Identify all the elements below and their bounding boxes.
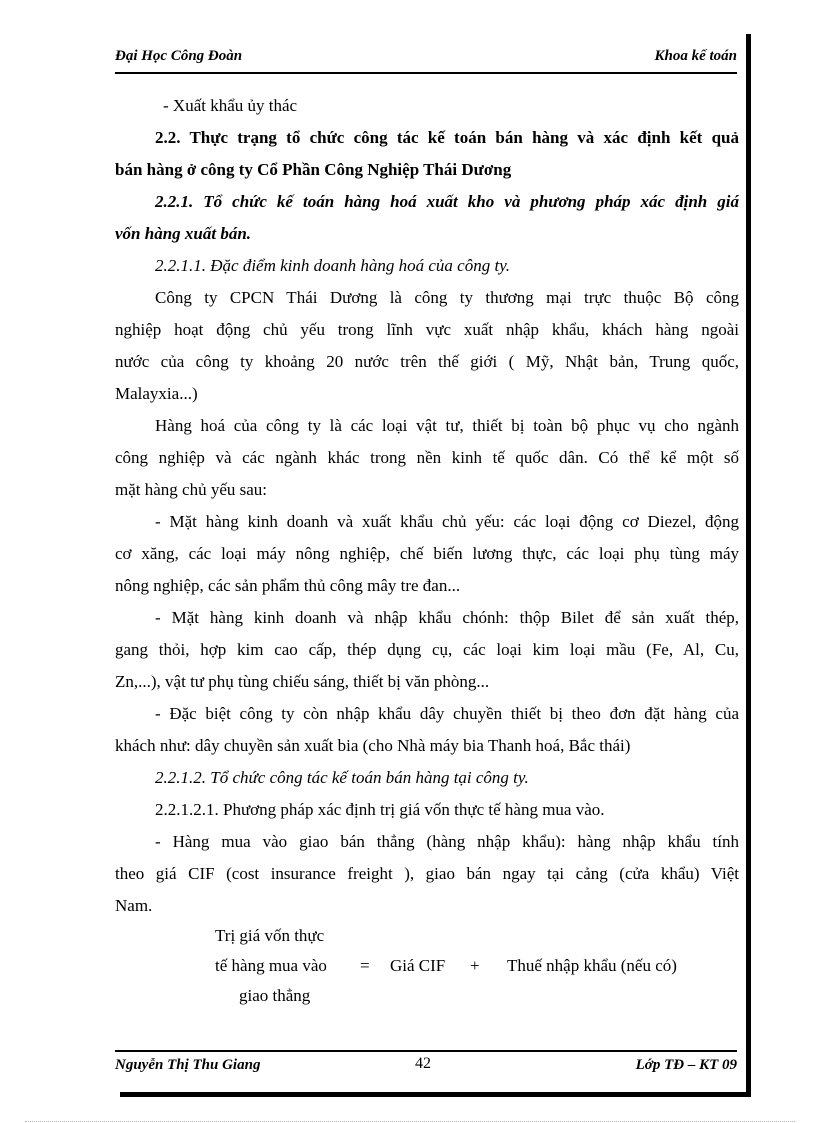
paragraph-line: Nam.: [115, 896, 153, 915]
formula-equals: =: [360, 956, 370, 975]
paragraph-line: Zn,...), vật tư phụ tùng chiếu sáng, thiết bị văn phòng...: [115, 672, 490, 691]
paragraph-line: nông nghiệp, các sản phẩm thủ công mây tre đan...: [115, 576, 461, 595]
footer-author: Nguyễn Thị Thu Giang: [115, 1057, 261, 1073]
section-heading: 2.2. Thực trạng tổ chức công tác kế toán bán hàng và xác định kết quả: [155, 128, 739, 147]
page-header: [115, 48, 737, 70]
paragraph-line: - Mặt hàng kinh doanh và xuất khẩu chủ yếu: các loại động cơ Diezel, động: [155, 512, 739, 531]
footer-rule: [115, 1050, 737, 1052]
paragraph-line: - Đặc biệt công ty còn nhập khẩu dây chuyền thiết bị theo đơn đặt hàng của: [155, 704, 739, 723]
paragraph-line: 2.2.1.2.1. Phương pháp xác định trị giá vốn thực tế hàng mua vào.: [155, 800, 605, 819]
header-university: Đại Học Công Đoàn: [115, 48, 243, 64]
paragraph-line: công nghiệp và các ngành khác trong nền kinh tế quốc dân. Có thể kể một số: [115, 448, 739, 467]
paragraph-line: Công ty CPCN Thái Dương là công ty thương mại trực thuộc Bộ công: [155, 288, 739, 307]
formula-lhs-line3: giao thẳng: [239, 986, 311, 1005]
footer-class: Lớp TĐ – KT 09: [635, 1057, 737, 1073]
header-rule: [115, 72, 737, 74]
formula-plus: +: [470, 956, 480, 975]
subsection-heading: 2.2.1. Tổ chức kế toán hàng hoá xuất kho và phương pháp xác định giá: [155, 192, 739, 211]
cost-formula: [115, 922, 739, 1018]
header-faculty: Khoa kế toán: [654, 48, 737, 64]
paragraph-line: Malayxia...): [115, 384, 198, 403]
formula-term-import-tax: Thuế nhập khẩu (nếu có): [507, 956, 677, 975]
subsubsection-heading: 2.2.1.1. Đặc điểm kinh doanh hàng hoá của công ty.: [155, 256, 511, 275]
paragraph-line: khách như: dây chuyền sản xuất bia (cho Nhà máy bia Thanh hoá, Bắc thái): [115, 736, 631, 755]
formula-lhs-line2: tế hàng mua vào: [215, 956, 327, 975]
bullet-line: - Xuất khẩu ủy thác: [163, 96, 298, 115]
section-heading-cont: bán hàng ở công ty Cổ Phần Công Nghiệp Thái Dương: [115, 160, 512, 179]
formula-term-cif: Giá CIF: [390, 956, 446, 975]
body-text: [115, 90, 739, 1018]
paragraph-line: nước của công ty khoảng 20 nước trên thế giới ( Mỹ, Nhật bản, Trung quốc,: [115, 352, 739, 371]
page-number: 42: [415, 1055, 431, 1072]
page-border-right: [746, 34, 751, 1097]
paragraph-line: mặt hàng chủ yếu sau:: [115, 480, 268, 499]
subsubsection-heading: 2.2.1.2. Tổ chức công tác kế toán bán hàng tại công ty.: [155, 768, 529, 787]
paragraph-line: - Mặt hàng kinh doanh và nhập khẩu chónh: thộp Bilet để sản xuất thép,: [155, 608, 739, 627]
paragraph-line: nghiệp hoạt động chủ yếu trong lĩnh vực xuất nhập khẩu, khách hàng ngoài: [115, 320, 739, 339]
page-border-bottom: [120, 1092, 751, 1097]
paragraph-line: cơ xăng, các loại máy nông nghiệp, chế biến lương thực, các loại phụ tùng máy: [115, 544, 739, 563]
paragraph-line: - Hàng mua vào giao bán thẳng (hàng nhập khẩu): hàng nhập khẩu tính: [155, 832, 739, 851]
page-footer: [115, 1055, 737, 1077]
subsection-heading-cont: vốn hàng xuất bán.: [115, 224, 252, 243]
formula-lhs-line1: Trị giá vốn thực: [215, 926, 325, 945]
page-edge-dots: [25, 1121, 795, 1122]
paragraph-line: Hàng hoá của công ty là các loại vật tư, thiết bị toàn bộ phục vụ cho ngành: [155, 416, 739, 435]
paragraph-line: gang thỏi, hợp kim cao cấp, thép dụng cụ, các loại kim loại mầu (Fe, Al, Cu,: [115, 640, 739, 659]
paragraph-line: theo giá CIF (cost insurance freight ), giao bán ngay tại cảng (cửa khẩu) Việt: [115, 864, 739, 883]
